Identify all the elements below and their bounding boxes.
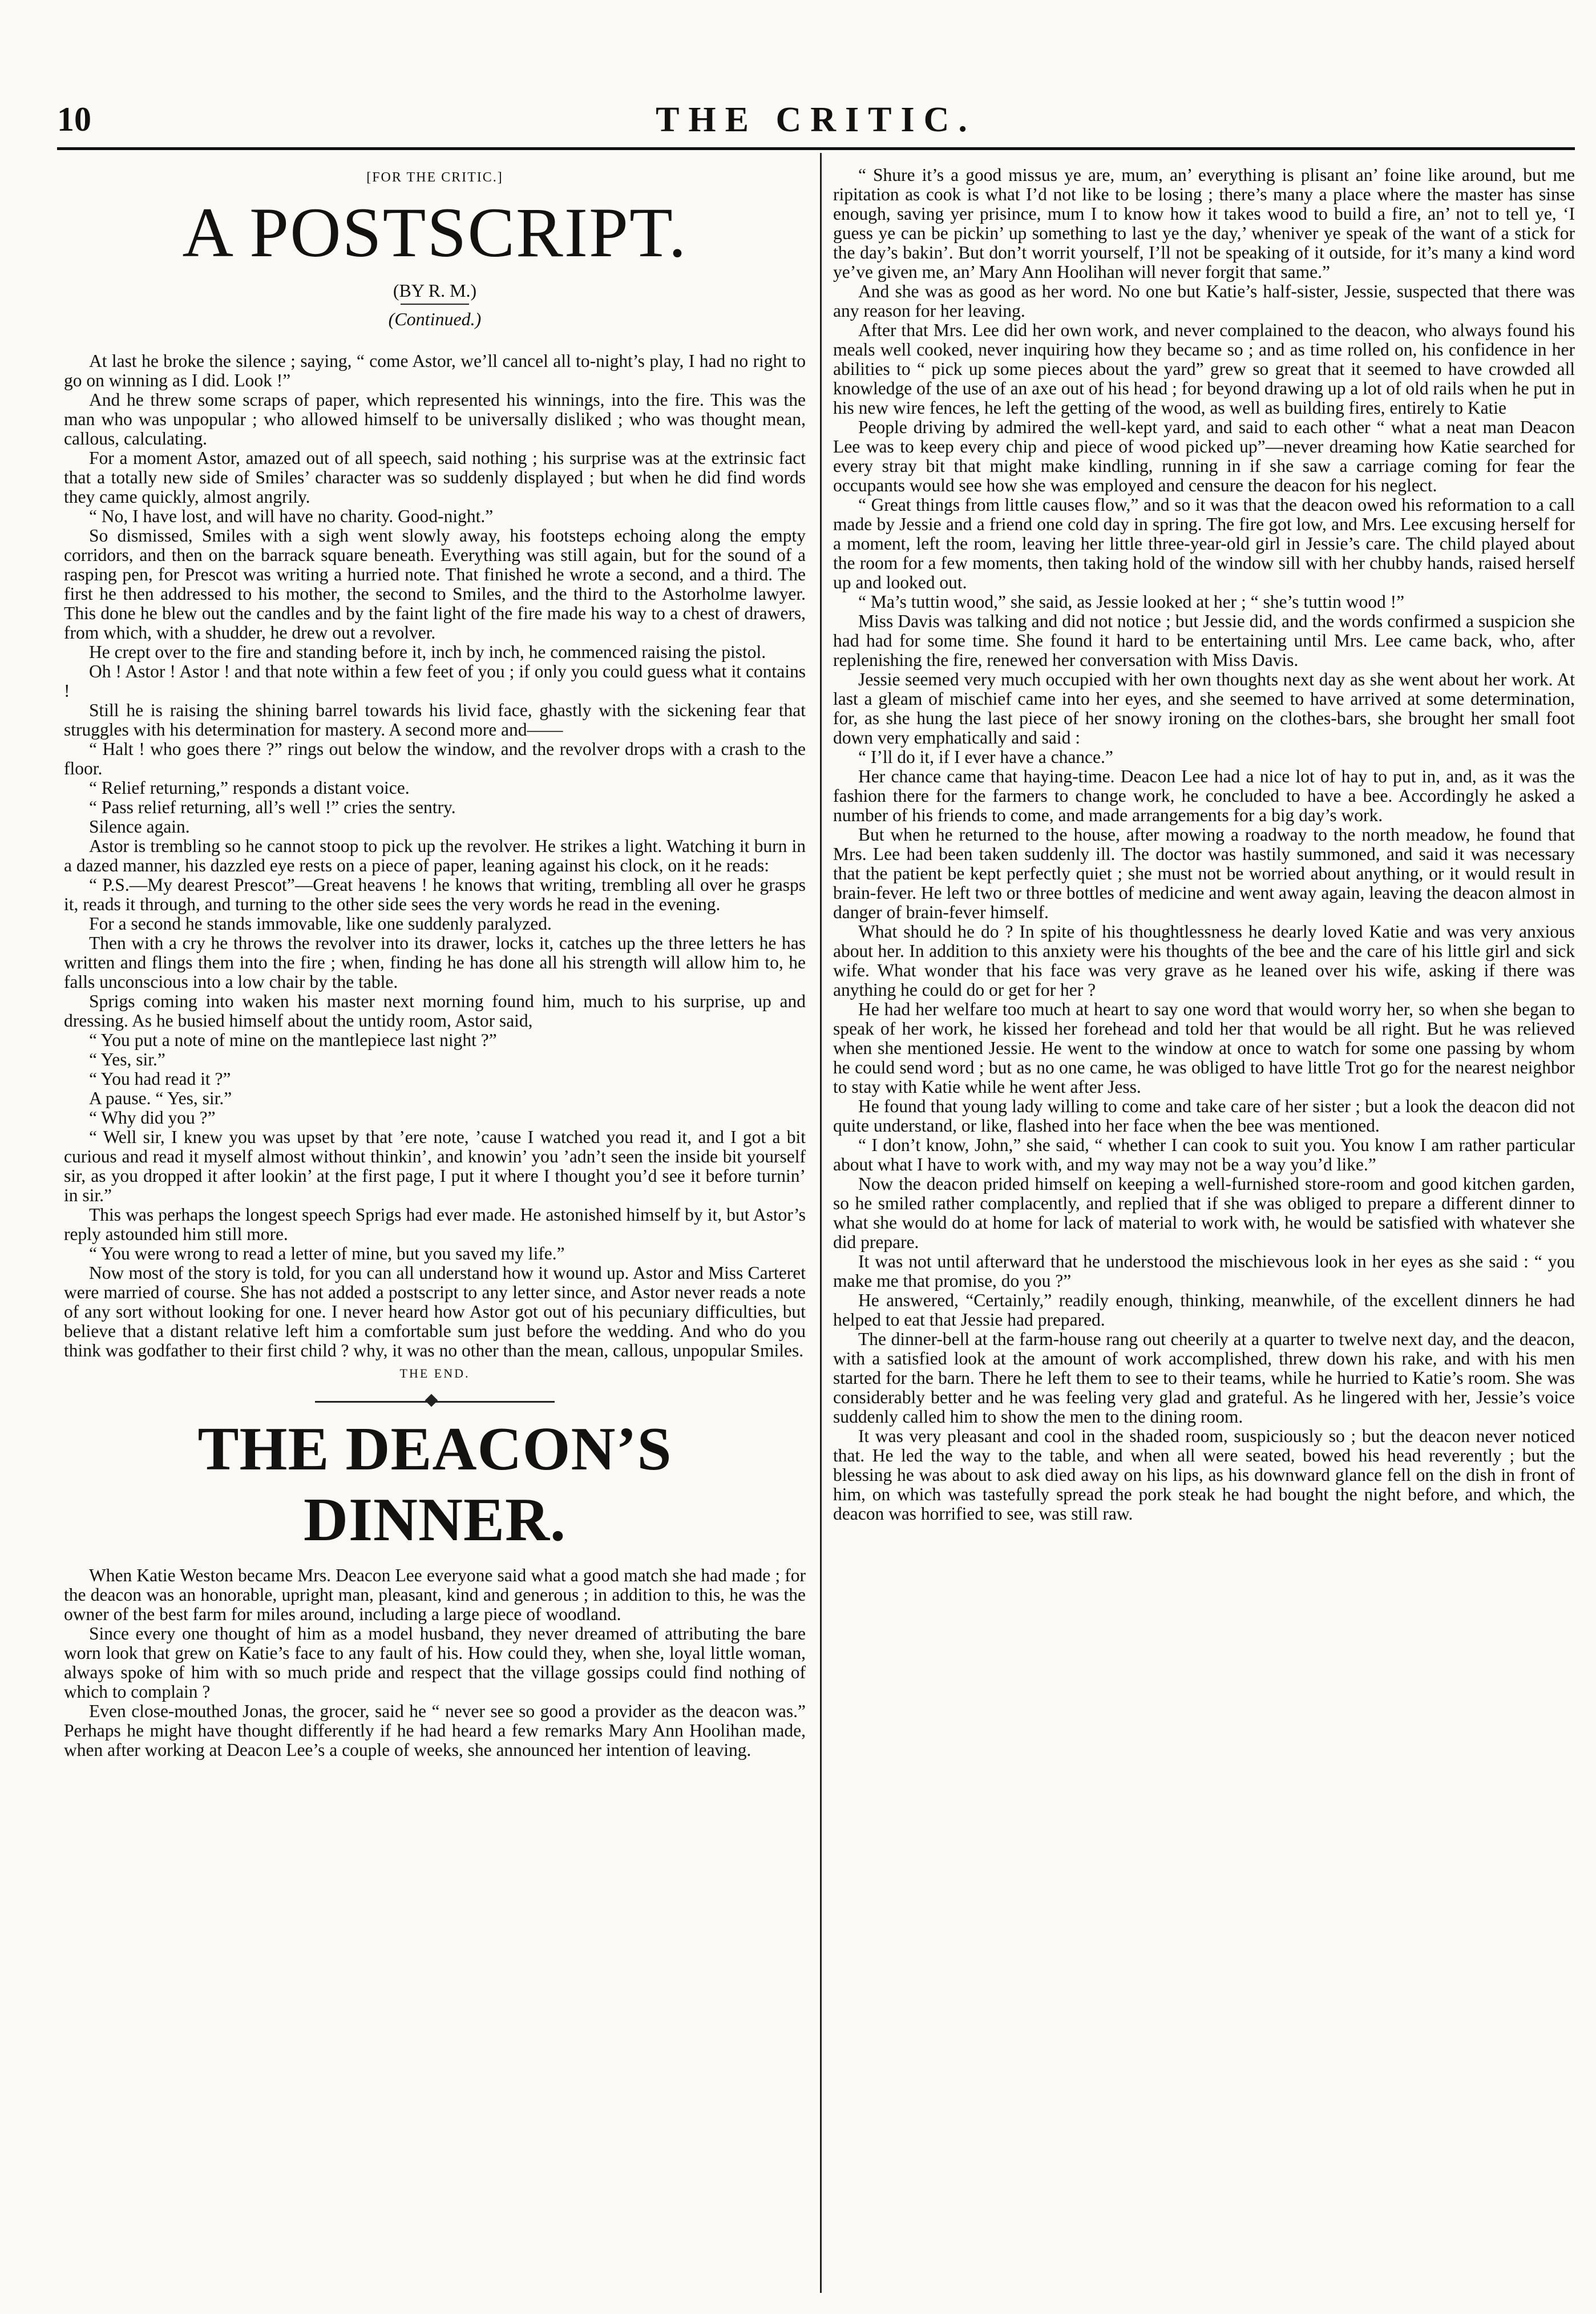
- section-ornament: [315, 1396, 555, 1407]
- paragraph: “ Pass relief returning, all’s well !” cries the sentry.: [89, 797, 456, 817]
- paragraph: “ You had read it ?”: [89, 1069, 231, 1089]
- paragraph: “ Relief returning,” responds a distant voice.: [89, 778, 410, 798]
- paragraph: Sprigs coming into waken his master next morning found him, much to his surprise, up and dressing. As he busied himself about the untidy room, Astor said,: [64, 991, 806, 1031]
- paragraph: Now the deacon prided himself on keeping a well-furnished store-room and good kitchen garden, so he smiled rather complacently, and replied that if she was obliged to prepare a different dinner to what she would do at home for lack of material to work with, he would be satisfied with whatever she did prepare.: [833, 1174, 1575, 1252]
- paragraph: “ Shure it’s a good missus ye are, mum, an’ everything is plisant an’ foine like around, but me ripitation as cook is what I’d not like to be losing ; there’s many a place where the master has sinse enough, saving yer prisince, mum I to know how it takes wood to build a fire, an’ not to tell ye, ‘I guess ye can be pickin’ up something to last ye the day,’ wheniver ye speak of the want of a stick for the day’s bakin’. But don’t worrit yourself, I’ll not be speaking of it outside, for it’s many a kind word ye’ve given me, an’ Mary Ann Hoolihan will never forgit that same.”: [833, 165, 1575, 282]
- paragraph: A pause. “ Yes, sir.”: [89, 1088, 232, 1108]
- paragraph: “ No, I have lost, and will have no charity. Good-night.”: [89, 506, 494, 526]
- paragraph: But when he returned to the house, after mowing a roadway to the north meadow, he found that Mrs. Lee had been taken suddenly ill. The doctor was hastily summoned, and said it was necessary that the patient be kept perfectly quiet ; she must not be worried about anything, or it would result in brain-fever. He left two or three bottles of medicine and went away again, leaving the deacon almost in danger of brain-fever himself.: [833, 825, 1575, 922]
- byline-rule: [401, 304, 469, 305]
- paragraph: And he threw some scraps of paper, which represented his winnings, into the fire. This was the man who was unpopular ; who allowed himself to be universally disliked ; who was thought mean, callous, calculating.: [64, 390, 806, 449]
- paragraph: For a second he stands immovable, like one suddenly paralyzed.: [89, 914, 552, 934]
- page-number: 10: [57, 100, 91, 138]
- paragraph: What should he do ? In spite of his thoughtlessness he dearly loved Katie and was very anxious about her. In addition to this anxiety were his thoughts of the bee and the care of his little girl and sick wife. What wonder that his face was very grave as he leaned over his wife, asking if there was anything he could do or get for her ?: [833, 922, 1575, 1000]
- left-column: [64, 165, 806, 2300]
- paragraph: Jessie seemed very much occupied with her own thoughts next day as she went about her work. At last a gleam of mischief came into her eyes, and she seemed to have arrived at some determination, for, as she hung the last piece of her snowy ironing on the clothes-bars, she brought her small foot down very emphatically and said :: [833, 669, 1575, 748]
- masthead: [57, 100, 1575, 140]
- paragraph: “ Great things from little causes flow,” and so it was that the deacon owed his reformation to a call made by Jessie and a friend one cold day in spring. The fire got low, and Mrs. Lee excusing herself for a moment, left the room, leaving her little three-year-old girl in Jessie’s care. The child played about the room for a few moments, then taking hold of the window sill with her chubby hands, raised herself up and looked out.: [833, 495, 1575, 592]
- paragraph: When Katie Weston became Mrs. Deacon Lee everyone said what a good match she had made ; for the deacon was an honorable, upright man, pleasant, kind and generous ; in addition to this, he was the owner of the best farm for miles around, including a large piece of woodland.: [64, 1565, 806, 1624]
- paragraph: “ Ma’s tuttin wood,” she said, as Jessie looked at her ; “ she’s tuttin wood !”: [858, 592, 1405, 612]
- paragraph: Even close-mouthed Jonas, the grocer, said he “ never see so good a provider as the deacon was.” Perhaps he might have thought differently if he had heard a few remarks Mary Ann Hoolihan made, when after working at Deacon Lee’s a couple of weeks, she announced her intention of leaving.: [64, 1701, 806, 1760]
- paragraph: Still he is raising the shining barrel towards his livid face, ghastly with the sickening fear that struggles with his determination for mastery. A second more and——: [64, 700, 806, 740]
- paragraph: This was perhaps the longest speech Sprigs had ever made. He astonished himself by it, but Astor’s reply astounded him still more.: [64, 1205, 806, 1244]
- right-column: [833, 165, 1575, 2300]
- paragraph: “ Why did you ?”: [89, 1108, 216, 1128]
- paragraph: “ I don’t know, John,” she said, “ whether I can cook to suit you. You know I am rather particular about what I have to work with, and my way may not be a way you’d like.”: [833, 1135, 1575, 1174]
- paragraph: He crept over to the fire and standing before it, inch by inch, he commenced raising the pistol.: [89, 642, 766, 662]
- paragraph: Astor is trembling so he cannot stoop to pick up the revolver. He strikes a light. Watching it burn in a dazed manner, his dazzled eye rests on a piece of paper, leaning against his clock, on it he reads:: [64, 836, 806, 875]
- paragraph: The dinner-bell at the farm-house rang out cheerily at a quarter to twelve next day, and the deacon, with a satisfied look at the amount of work accomplished, threw down his rake, and with his men started for the barn. There he left them to see to their teams, while he hurried to Katie’s room. She was considerably better and he was feeling very glad and grateful. As he lingered with her, Jessie’s voice suddenly called him to show the men to the dining room.: [833, 1329, 1575, 1427]
- for-the-critic-line: [FOR THE CRITIC.]: [366, 170, 503, 185]
- paragraph: Now most of the story is told, for you can all understand how it wound up. Astor and Miss Carteret were married of course. She has not added a postscript to any letter since, and Astor never reads a note of any sort without looking for one. I never heard how Astor got out of his pecuniary difficulties, but believe that a distant relative left him a comfortable sum just before the wedding. And who do you think was godfather to their first child ? why, it was no other than the mean, callous, unpopular Smiles.: [64, 1263, 806, 1360]
- paragraph: Miss Davis was talking and did not notice ; but Jessie did, and the words confirmed a suspicion she had had for some time. She found it hard to be entertaining until Mrs. Lee came back, who, after replenishing the fire, renewed her conversation with Miss Davis.: [833, 611, 1575, 670]
- paragraph: “ P.S.—My dearest Prescot”—Great heavens ! he knows that writing, trembling all over he grasps it, reads it through, and turning to the other side sees the very words he read in the evening.: [64, 875, 806, 914]
- paragraph: “ You were wrong to read a letter of mine, but you saved my life.”: [89, 1243, 565, 1263]
- postscript-title: A POSTSCRIPT.: [182, 193, 688, 272]
- paragraph: “ Yes, sir.”: [89, 1049, 165, 1069]
- paragraph: It was not until afterward that he understood the mischievous look in her eyes as she said : “ you make me that promise, do you ?”: [833, 1251, 1575, 1291]
- paragraph: He had her welfare too much at heart to say one word that would worry her, so when she began to speak of her work, he kissed her forehead and told her that would be all right. But he was relieved when she mentioned Jessie. He went to the window at once to watch for some one passing by whom he could send word ; but as no one came, he was obliged to have little Trot go for the nearest neighbor to stay with Katie while he went after Jess.: [833, 999, 1575, 1097]
- paragraph: Since every one thought of him as a model husband, they never dreamed of attributing the bare worn look that grew on Katie’s face to any fault of his. How could they, when she, loyal little woman, always spoke of him with so much pride and respect that the village gossips could find nothing of which to complain ?: [64, 1624, 806, 1702]
- paragraph: “ Well sir, I knew you was upset by that ’ere note, ’cause I watched you read it, and I got a bit curious and read it myself almost without thinkin’, and knowin’ you ’adn’t seen the inside bit yourself sir, as you dropped it after lookin’ at the first page, I put it where I thought you’d see it before turnin’ in sir.”: [64, 1127, 806, 1205]
- paragraph: People driving by admired the well-kept yard, and said to each other “ what a neat man Deacon Lee was to keep every chip and piece of wood picked up”—never dreaming how Katie searched for every stray bit that might make kindling, running in if she saw a carriage coming for fear the occupants would see how she was employed and censure the deacon for his neglect.: [833, 417, 1575, 495]
- paragraph: At last he broke the silence ; saying, “ come Astor, we’ll cancel all to-night’s play, I had no right to go on winning as I did. Look !”: [64, 351, 806, 390]
- the-end-marker: THE END.: [399, 1366, 470, 1380]
- masthead-rule: [57, 147, 1575, 150]
- paragraph: “ Halt ! who goes there ?” rings out below the window, and the revolver drops with a crash to the floor.: [64, 739, 806, 778]
- paragraph: “ I’ll do it, if I ever have a chance.”: [858, 747, 1113, 767]
- paragraph: Then with a cry he throws the revolver into its drawer, locks it, catches up the three letters he has written and flings them into the fire ; when, finding he has done all his strength will allow him to, he falls unconscious into a low chair by the table.: [64, 933, 806, 992]
- paragraph: Her chance came that haying-time. Deacon Lee had a nice lot of hay to put in, and, as it was the fashion there for the farmers to change work, he concluded to have a bee. Accordingly he asked a number of his friends to come, and made arrangements for a big day’s work.: [833, 766, 1575, 825]
- paragraph: He found that young lady willing to come and take care of her sister ; but a look the deacon did not quite understand, or like, flashed into her face when the bee was mentioned.: [833, 1096, 1575, 1136]
- paragraph: After that Mrs. Lee did her own work, and never complained to the deacon, who always found his meals well cooked, never inquiring how they became so ; and as time rolled on, his confidence in her abilities to “ pick up some pieces about the yard” grew so great that it seemed to have crowded all knowledge of the use of an axe out of his head ; for beyond drawing up a lot of old rails when he put in his new wire fences, he left the getting of the wood, as well as building fires, entirely to Katie: [833, 320, 1575, 418]
- paragraph: He answered, “Certainly,” readily enough, thinking, meanwhile, of the excellent dinners he had helped to eat that Jessie had prepared.: [833, 1290, 1575, 1330]
- paragraph: And she was as good as her word. No one but Katie’s half-sister, Jessie, suspected that there was any reason for her leaving.: [833, 281, 1575, 321]
- paragraph: Silence again.: [89, 817, 190, 837]
- deacon-title: THE DEACON’S DINNER.: [197, 1415, 672, 1554]
- journal-title: THE CRITIC.: [656, 100, 976, 139]
- column-divider: [820, 153, 822, 2293]
- paragraph: “ You put a note of mine on the mantlepiece last night ?”: [89, 1030, 497, 1050]
- continued-note: (Continued.): [388, 309, 482, 329]
- paragraph: So dismissed, Smiles with a sigh went slowly away, his footsteps echoing along the empty corridors, and then on the barrack square beneath. Everything was still again, but for the sound of a rasping pen, for Prescot was writing a hurried note. That finished he wrote a second, and a third. The first he then addressed to his mother, the second to Smiles, and the third to the Astorholme lawyer. This done he blew out the candles and by the faint light of the fire made his way to a chest of drawers, from which, with a shudder, he drew out a revolver.: [64, 526, 806, 643]
- paragraph: It was very pleasant and cool in the shaded room, suspiciously so ; but the deacon never noticed that. He led the way to the table, and when all were seated, bowed his head reverently ; but the blessing he was about to ask died away on his lips, as his downward glance fell on the dish in front of him, on which was tastefully spread the pork steak he had bought the night before, and which, the deacon was horrified to see, was still raw.: [833, 1426, 1575, 1524]
- ornament-diamond-icon: [425, 1394, 438, 1407]
- paragraph: Oh ! Astor ! Astor ! and that note within a few feet of you ; if only you could guess what it contains !: [64, 661, 806, 701]
- postscript-byline: (BY R. M.): [393, 280, 477, 301]
- paragraph: For a moment Astor, amazed out of all speech, said nothing ; his surprise was at the extrinsic fact that a totally new side of Smiles’ character was so suddenly displayed ; but when he did find words they came quickly, almost angrily.: [64, 448, 806, 507]
